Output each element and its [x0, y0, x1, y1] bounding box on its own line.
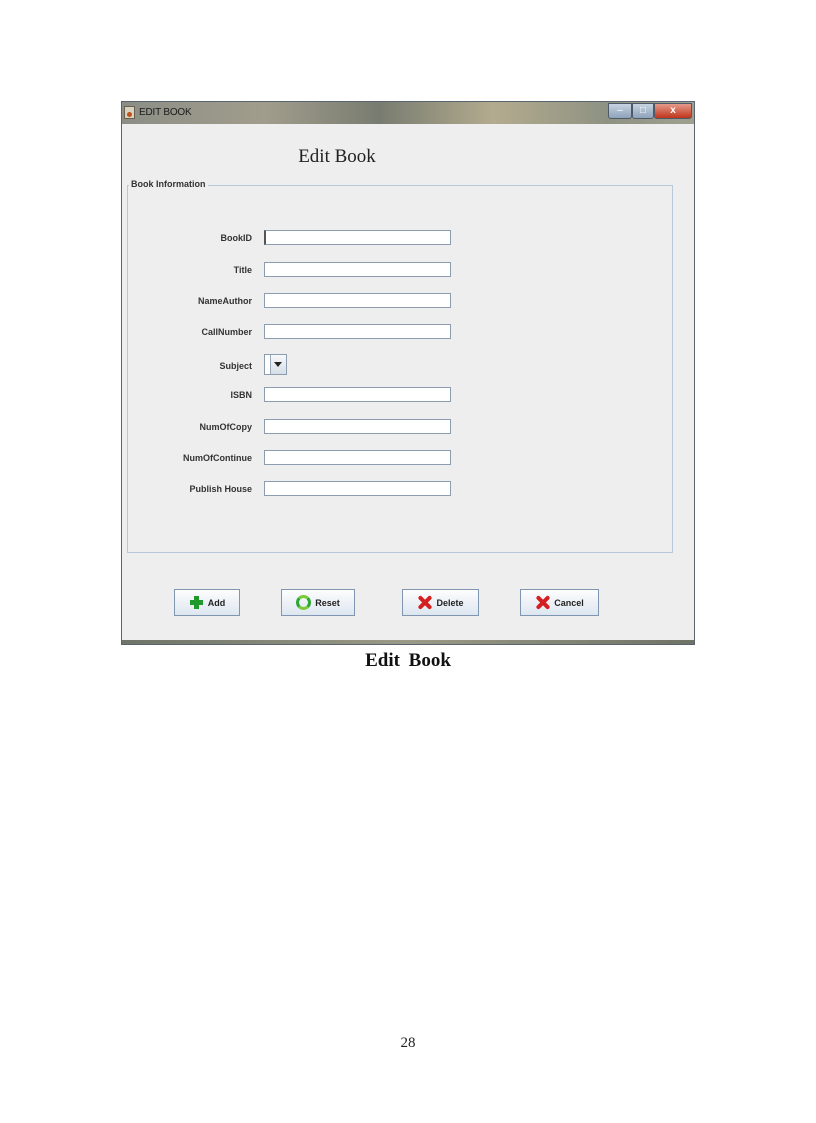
add-button-label: Add	[207, 597, 226, 608]
name-author-input[interactable]	[264, 293, 451, 308]
call-number-input[interactable]	[264, 324, 451, 339]
publish-house-label: Publish House	[189, 484, 252, 494]
maximize-button[interactable]: □	[632, 103, 654, 119]
title-label: Title	[233, 265, 252, 275]
subject-label: Subject	[219, 361, 252, 371]
add-button[interactable]	[174, 589, 240, 616]
window-content	[122, 124, 694, 644]
delete-x-icon	[417, 595, 432, 610]
name-author-label: NameAuthor	[197, 296, 252, 306]
subject-combobox[interactable]	[264, 354, 287, 375]
edit-book-window	[121, 101, 695, 645]
reset-button[interactable]	[281, 589, 355, 616]
title-bar[interactable]	[122, 102, 694, 124]
publish-house-input[interactable]	[264, 481, 451, 496]
cancel-x-icon	[535, 595, 550, 610]
isbn-input[interactable]	[264, 387, 451, 402]
java-app-icon	[124, 106, 135, 119]
isbn-label: ISBN	[230, 390, 252, 400]
window-title: EDIT BOOK	[139, 107, 192, 118]
close-button[interactable]: x	[654, 103, 692, 119]
figure-caption: Edit Book	[365, 650, 451, 671]
bookid-label: BookID	[220, 233, 252, 243]
reset-button-label: Reset	[315, 597, 340, 608]
page-number: 28	[400, 1035, 416, 1051]
cancel-button[interactable]	[520, 589, 599, 616]
title-input[interactable]	[264, 262, 451, 277]
call-number-label: CallNumber	[201, 327, 252, 337]
delete-button-label: Delete	[436, 597, 464, 608]
chevron-down-icon[interactable]	[270, 355, 286, 374]
delete-button[interactable]	[402, 589, 479, 616]
bookid-input[interactable]	[264, 230, 451, 245]
group-label: Book Information	[131, 179, 206, 189]
plus-icon	[189, 595, 204, 610]
form-title: Edit Book	[298, 146, 376, 167]
num-of-continue-input[interactable]	[264, 450, 451, 465]
window-bottom-frame	[122, 640, 694, 644]
refresh-icon	[296, 595, 311, 610]
minimize-button[interactable]: –	[608, 103, 632, 119]
book-information-group	[127, 179, 673, 553]
num-of-continue-label: NumOfContinue	[183, 453, 252, 463]
cancel-button-label: Cancel	[554, 597, 584, 608]
num-of-copy-label: NumOfCopy	[199, 422, 252, 432]
num-of-copy-input[interactable]	[264, 419, 451, 434]
